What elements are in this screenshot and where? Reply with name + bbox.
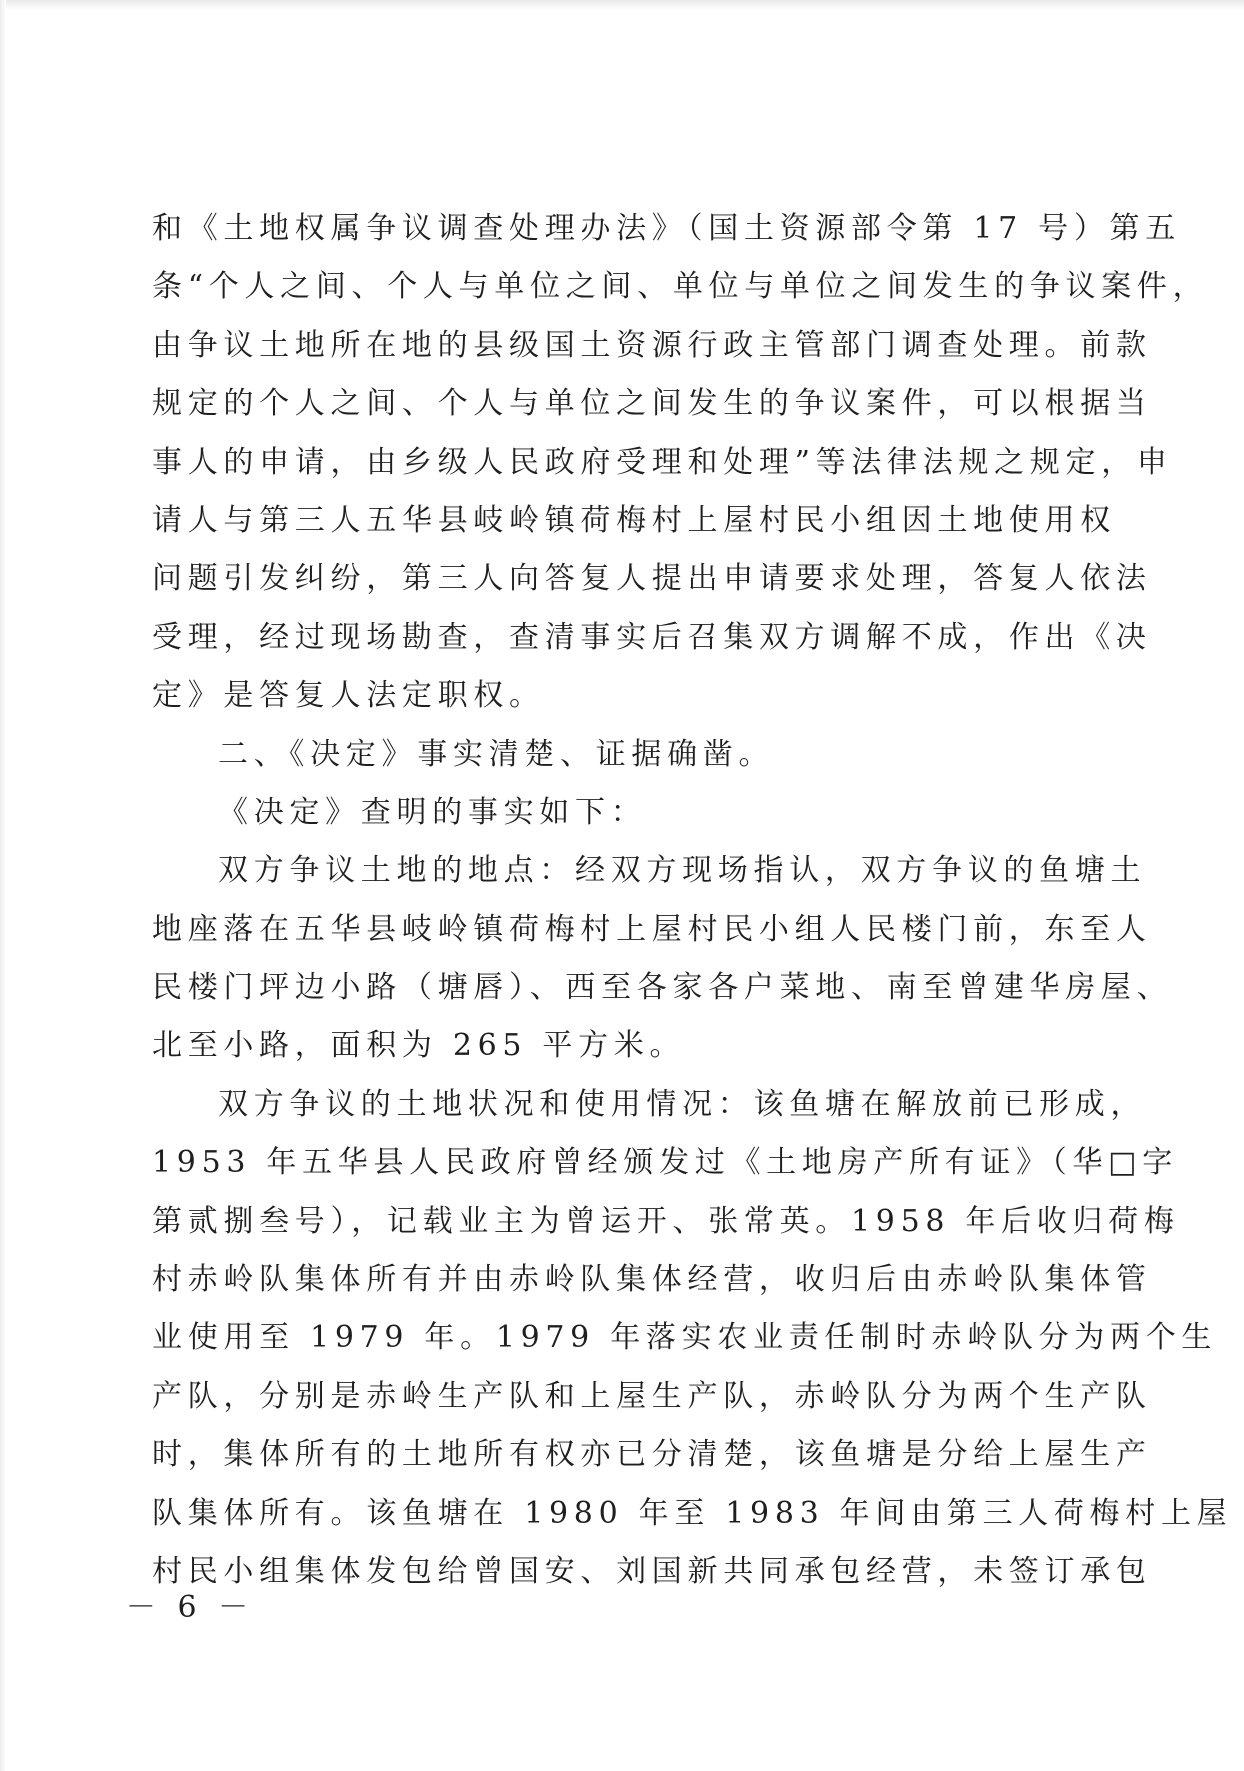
text-line-7: 问题引发纠纷，第三人向答复人提出申请要求处理，答复人依法 <box>152 561 1152 597</box>
text-line-3: 由争议土地所在地的县级国土资源行政主管部门调查处理。前款 <box>152 327 1152 363</box>
text-line-16: 双方争议的土地状况和使用情况：该鱼塘在解放前已形成， <box>218 1086 1147 1122</box>
text-line-8: 受理，经过现场勘查，查清事实后召集双方调解不成，作出《决 <box>152 619 1152 655</box>
text-line-5: 事人的申请，由乡级人民政府受理和处理”等法律法规之规定，申 <box>152 444 1173 480</box>
text-line-6: 请人与第三人五华县岐岭镇荷梅村上屋村民小组因土地使用权 <box>152 502 1116 538</box>
scan-edge-left <box>0 0 6 1771</box>
text-line-21: 产队，分别是赤岭生产队和上屋生产队，赤岭队分为两个生产队 <box>152 1378 1152 1414</box>
text-line-14: 民楼门坪边小路（塘唇）、西至各家各户菜地、南至曾建华房屋、 <box>152 970 1173 1006</box>
section-heading-2: 二、《决定》事实清楚、证据确凿。 <box>218 736 775 772</box>
text-line-15: 北至小路，面积为 265 平方米。 <box>152 1028 686 1064</box>
text-line-13: 地座落在五华县岐岭镇荷梅村上屋村民小组人民楼门前，东至人 <box>152 911 1152 947</box>
document-body <box>152 200 1233 1601</box>
text-line-20: 业使用至 1979 年。1979 年落实农业责任制时赤岭队分为两个生 <box>152 1320 1218 1356</box>
text-line-17: 1953 年五华县人民政府曾经颁发过《土地房产所有证》（华□字 <box>152 1145 1178 1181</box>
text-line-11: 《决定》查明的事实如下： <box>218 794 647 830</box>
text-line-9: 定》是答复人法定职权。 <box>152 678 545 714</box>
text-line-1: 和《土地权属争议调查处理办法》（国土资源部令第 17 号）第五 <box>152 211 1181 246</box>
text-line-18: 第贰捌叁号），记载业主为曾运开、张常英。1958 年后收归荷梅 <box>152 1203 1180 1239</box>
text-line-23: 队集体所有。该鱼塘在 1980 年至 1983 年间由第三人荷梅村上屋 <box>152 1495 1233 1531</box>
text-line-24: 村民小组集体发包给曾国安、刘国新共同承包经营，未签订承包 <box>152 1553 1152 1589</box>
text-line-22: 时，集体所有的土地所有权亦已分清楚，该鱼塘是分给上屋生产 <box>152 1437 1152 1473</box>
text-line-4: 规定的个人之间、个人与单位之间发生的争议案件，可以根据当 <box>152 386 1152 422</box>
page-number: － 6 － <box>125 1590 255 1625</box>
text-line-12: 双方争议土地的地点：经双方现场指认，双方争议的鱼塘土 <box>218 853 1147 889</box>
text-line-2: 条“个人之间、个人与单位之间、单位与单位之间发生的争议案件， <box>152 269 1209 305</box>
text-line-19: 村赤岭队集体所有并由赤岭队集体经营，收归后由赤岭队集体管 <box>152 1262 1152 1298</box>
scan-edge-top <box>0 0 1244 10</box>
